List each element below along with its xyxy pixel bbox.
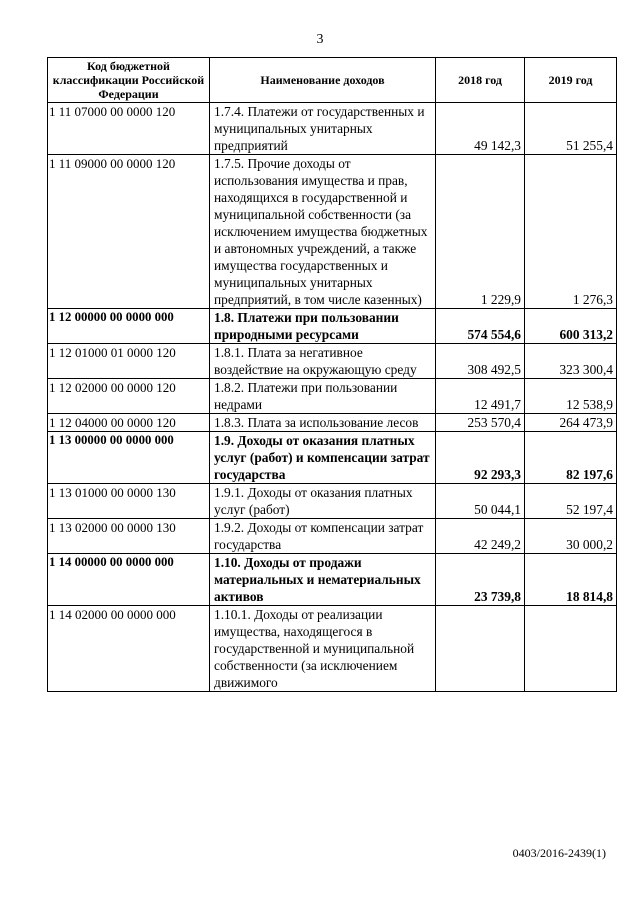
table-row: [48, 484, 617, 519]
table-row: [48, 606, 617, 692]
table-row: [48, 344, 617, 379]
row-name: 1.9.1. Доходы от оказания платных услуг (работ): [210, 484, 436, 519]
row-name: 1.9. Доходы от оказания платных услуг (работ) и компенсации затрат государства: [210, 432, 436, 484]
row-value-2018: 42 249,2: [436, 519, 525, 554]
row-code: 1 14 00000 00 0000 000: [48, 554, 210, 606]
table-row: [48, 414, 617, 432]
row-value-2018: 23 739,8: [436, 554, 525, 606]
table-row: [48, 432, 617, 484]
row-value-2019: 12 538,9: [525, 379, 617, 414]
row-value-2019: 52 197,4: [525, 484, 617, 519]
row-value-2019: 600 313,2: [525, 309, 617, 344]
row-name: 1.10. Доходы от продажи материальных и нематериальных активов: [210, 554, 436, 606]
row-code: 1 14 02000 00 0000 000: [48, 606, 210, 692]
table-header-row: [48, 58, 617, 103]
row-code: 1 11 09000 00 0000 120: [48, 155, 210, 309]
row-code: 1 12 00000 00 0000 000: [48, 309, 210, 344]
header-name: Наименование доходов: [210, 58, 436, 103]
table-row: [48, 103, 617, 155]
table-row: [48, 519, 617, 554]
header-2019: 2019 год: [525, 58, 617, 103]
row-value-2018: 12 491,7: [436, 379, 525, 414]
row-code: 1 11 07000 00 0000 120: [48, 103, 210, 155]
table-row: [48, 155, 617, 309]
row-code: 1 12 04000 00 0000 120: [48, 414, 210, 432]
header-2018: 2018 год: [436, 58, 525, 103]
row-value-2018: 308 492,5: [436, 344, 525, 379]
row-name: 1.7.5. Прочие доходы от использования имущества и прав, находящихся в государственной и муниципальной собственности (за исключением имущества бюджетных и автономных учреждений, а также имущества государственных и муниципальных унитарных предприятий, в том числе казенных): [210, 155, 436, 309]
table-row: [48, 309, 617, 344]
row-code: 1 13 00000 00 0000 000: [48, 432, 210, 484]
row-name: 1.8. Платежи при пользовании природными ресурсами: [210, 309, 436, 344]
row-code: 1 13 02000 00 0000 130: [48, 519, 210, 554]
table-row: [48, 379, 617, 414]
row-code: 1 12 02000 00 0000 120: [48, 379, 210, 414]
row-value-2018: 92 293,3: [436, 432, 525, 484]
row-name: 1.8.2. Платежи при пользовании недрами: [210, 379, 436, 414]
row-value-2019: 1 276,3: [525, 155, 617, 309]
row-value-2019: 82 197,6: [525, 432, 617, 484]
row-name: 1.8.3. Плата за использование лесов: [210, 414, 436, 432]
row-value-2018: 1 229,9: [436, 155, 525, 309]
row-name: 1.7.4. Платежи от государственных и муниципальных унитарных предприятий: [210, 103, 436, 155]
revenue-table: [47, 57, 617, 692]
header-code: Код бюджетной классификации Российской Федерации: [48, 58, 210, 103]
document-number-footer: 0403/2016-2439(1): [512, 846, 606, 860]
table-row: [48, 554, 617, 606]
row-code: 1 12 01000 01 0000 120: [48, 344, 210, 379]
row-value-2019: 18 814,8: [525, 554, 617, 606]
row-value-2019: 30 000,2: [525, 519, 617, 554]
row-value-2019: 51 255,4: [525, 103, 617, 155]
row-name: 1.8.1. Плата за негативное воздействие на окружающую среду: [210, 344, 436, 379]
row-code: 1 13 01000 00 0000 130: [48, 484, 210, 519]
row-value-2018: 253 570,4: [436, 414, 525, 432]
row-value-2019: 323 300,4: [525, 344, 617, 379]
page-number: 3: [316, 32, 324, 47]
row-value-2018: 49 142,3: [436, 103, 525, 155]
row-value-2018: 50 044,1: [436, 484, 525, 519]
row-value-2019: [525, 606, 617, 692]
row-name: 1.10.1. Доходы от реализации имущества, находящегося в государственной и муниципальной собственности (за исключением движимого: [210, 606, 436, 692]
row-value-2019: 264 473,9: [525, 414, 617, 432]
row-value-2018: 574 554,6: [436, 309, 525, 344]
row-name: 1.9.2. Доходы от компенсации затрат государства: [210, 519, 436, 554]
row-value-2018: [436, 606, 525, 692]
